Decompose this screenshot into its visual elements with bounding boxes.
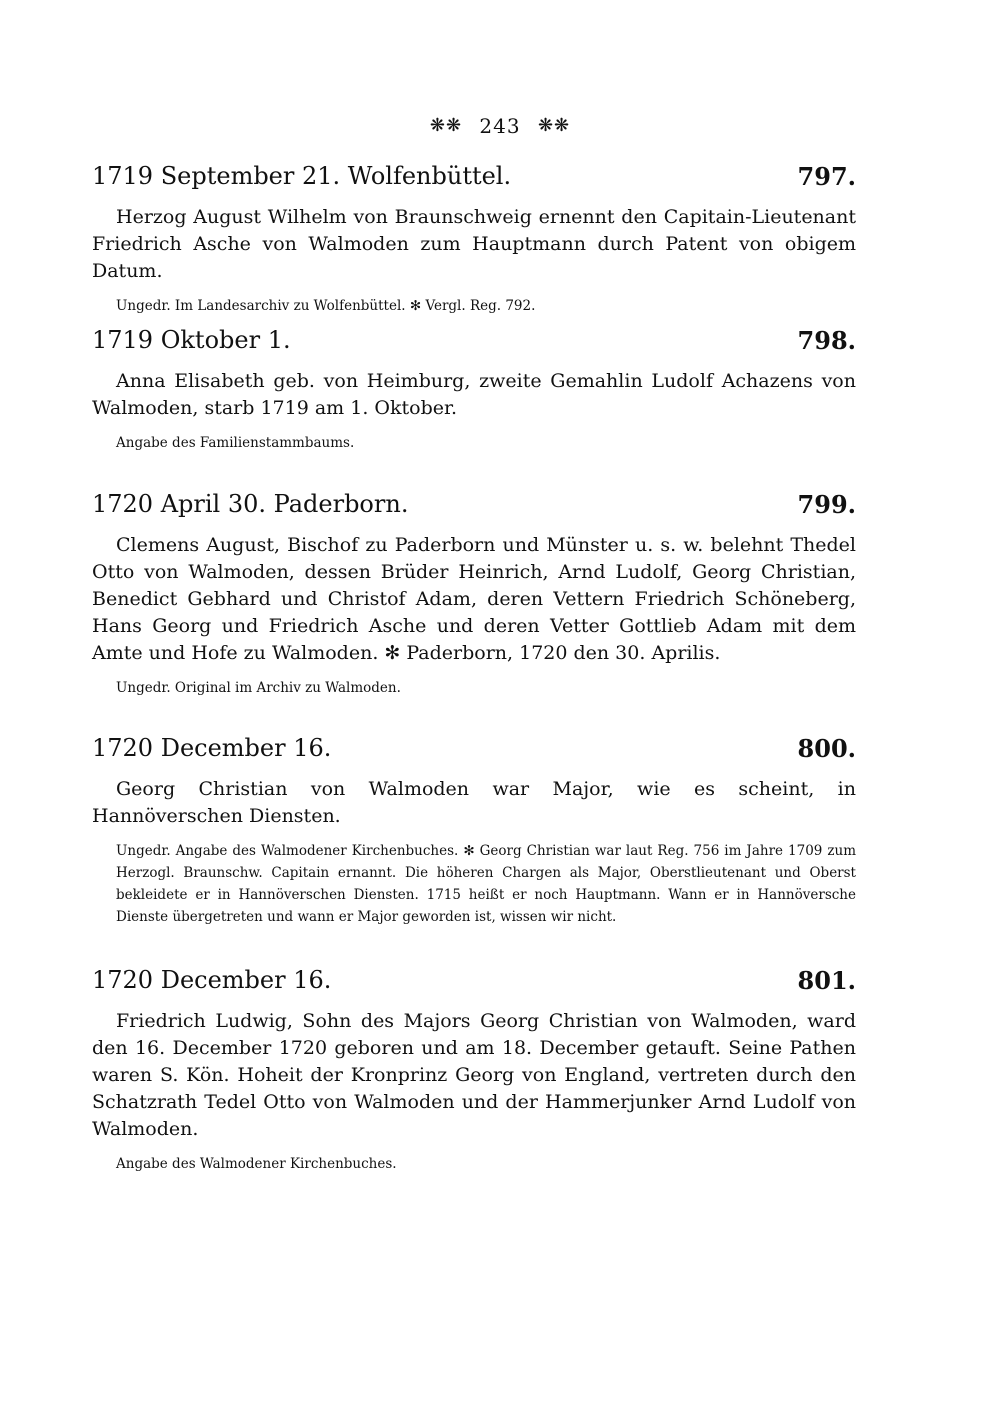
- entry-source-note: Ungedr. Original im Archiv zu Walmoden.: [116, 680, 401, 696]
- entry-text: Anna Elisabeth geb. von Heimburg, zweite Gemahlin Ludolf Achazens von Walmoden, starb 1719 am 1. Oktober.: [92, 370, 856, 419]
- entry-date: 1720 April 30. Paderborn.: [92, 490, 409, 518]
- entry-date: 1719 Oktober 1.: [92, 326, 291, 354]
- entry-source-note: Angabe des Walmodener Kirchenbuches.: [116, 1156, 397, 1172]
- entry-number: 800.: [797, 734, 856, 763]
- entry-date: 1720 December 16.: [92, 966, 332, 994]
- ornament-right-icon: ❋❋: [537, 115, 571, 136]
- entry-text: Clemens August, Bischof zu Paderborn und Münster u. s. w. belehnt Thedel Otto von Walmoden, dessen Brüder Heinrich, Arnd Ludolf, Georg Christian, Benedict Gebhard und Christof Adam, deren Vettern Friedrich Schöneberg, Hans Georg und Friedrich Asche und deren Vetter Gottlieb Adam mit dem Amte und Hofe zu Walmoden. ✻ Paderborn, 1720 den 30. Aprilis.: [92, 534, 856, 664]
- ornament-left-icon: ❋❋: [429, 115, 463, 136]
- page-header: [0, 112, 1000, 138]
- entry-heading: [92, 966, 856, 1000]
- entry-number: 799.: [797, 490, 856, 519]
- entry-text: Georg Christian von Walmoden war Major, wie es scheint, in Hannöverschen Diensten.: [92, 778, 856, 827]
- regest-entry-801: [92, 966, 856, 1175]
- entry-source-note: Angabe des Familienstammbaums.: [116, 435, 355, 451]
- entry-number: 801.: [797, 966, 856, 995]
- entry-date: 1719 September 21. Wolfenbüttel.: [92, 162, 512, 190]
- entry-source-note: Ungedr. Im Landesarchiv zu Wolfenbüttel. ✻ Vergl. Reg. 792.: [116, 298, 536, 314]
- regest-entry-798: [92, 326, 856, 454]
- entry-text: Friedrich Ludwig, Sohn des Majors Georg Christian von Walmoden, ward den 16. December 1720 geboren und am 18. December getauft. Seine Pathen waren S. Kön. Hoheit der Kronprinz Georg von England, vertreten durch den Schatzrath Tedel Otto von Walmoden und der Hammerjunker Arnd Ludolf von Walmoden.: [92, 1010, 856, 1140]
- entry-heading: [92, 490, 856, 524]
- entry-heading: [92, 734, 856, 768]
- entry-date: 1720 December 16.: [92, 734, 332, 762]
- page-number: 243: [479, 113, 521, 138]
- entry-heading: [92, 162, 856, 196]
- entry-source-note: Ungedr. Angabe des Walmodener Kirchenbuches. ✻ Georg Christian war laut Reg. 756 im Jahre 1709 zum Herzogl. Braunschw. Capitain ernannt. Die höheren Chargen als Major, Oberstlieutenant und Oberst bekleidete er in Hannöverschen Diensten. 1715 heißt er noch Hauptmann. Wann er in Hannöversche Dienste übergetreten und wann er Major geworden ist, wissen wir nicht.: [116, 843, 856, 925]
- entry-number: 797.: [797, 162, 856, 191]
- entry-heading: [92, 326, 856, 360]
- entry-number: 798.: [797, 326, 856, 355]
- regest-entry-799: [92, 490, 856, 699]
- regest-entry-797: [92, 162, 856, 317]
- entry-text: Herzog August Wilhelm von Braunschweig ernennt den Capitain-Lieutenant Friedrich Asche von Walmoden zum Hauptmann durch Patent von obigem Datum.: [92, 206, 856, 282]
- regest-entry-800: [92, 734, 856, 928]
